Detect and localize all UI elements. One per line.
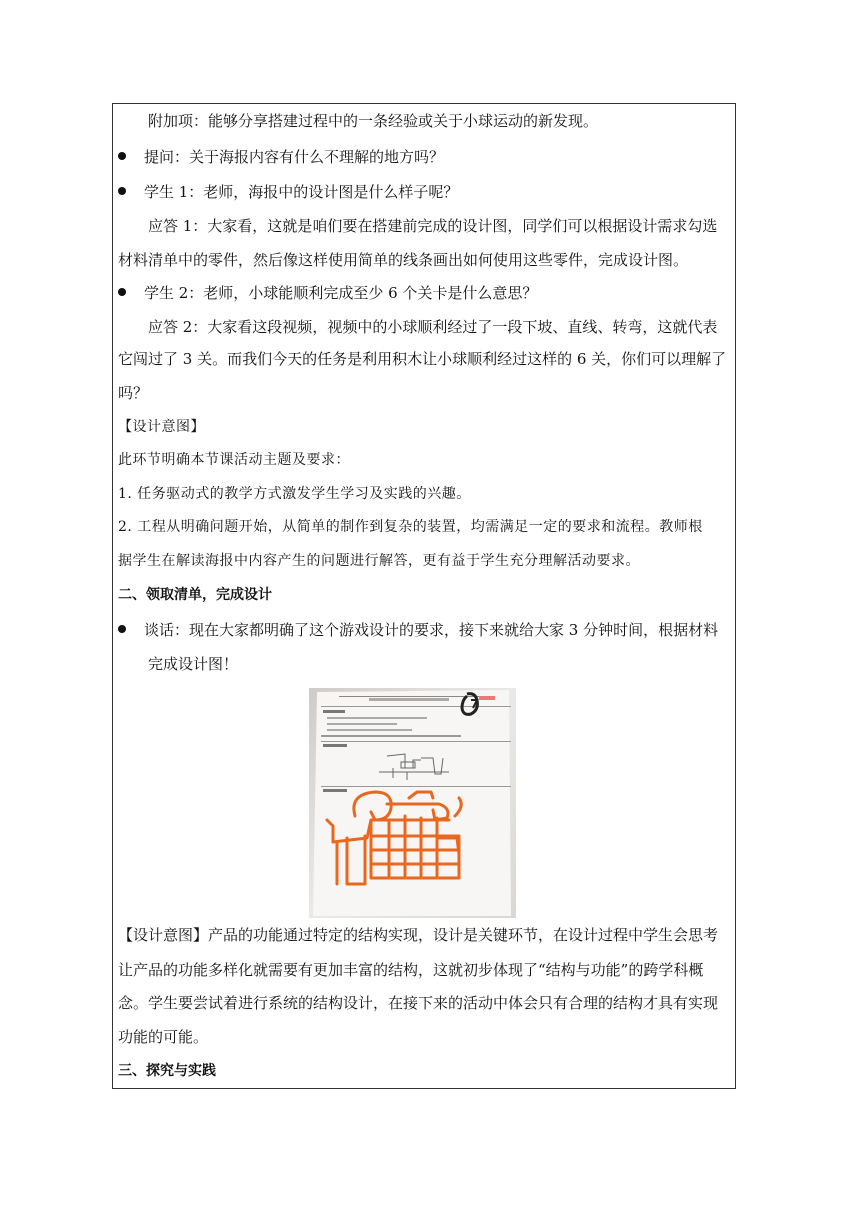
bullet-talk: 谈话：现在大家都明确了这个游戏设计的要求，接下来就给大家 3 分钟时间，根据材料 <box>118 620 718 640</box>
design-intent-item-1: 1. 任务驱动式的教学方式激发学生学习及实践的兴趣。 <box>118 486 471 502</box>
bullet-student-2: 学生 2：老师，小球能顺利完成至少 6 个关卡是什么意思？ <box>118 283 537 303</box>
talk-continuation: 完成设计图！ <box>148 655 239 673</box>
design-intent-2-line-2: 让产品的功能多样化就需要有更加丰富的结构，这就初步体现了“结构与功能”的跨学科概 <box>118 961 704 979</box>
design-intent-item-2-line-1: 2. 工程从明确问题开始，从简单的制作到复杂的装置，均需满足一定的要求和流程。教师根 <box>118 519 703 535</box>
answer-2-line-2: 它闯过了 3 关。而我们今天的任务是利用积木让小球顺利经过这样的 6 关，你们可以理解了 <box>118 350 727 368</box>
design-intent-2-line-3: 念。学生要尝试着进行系统的结构设计，在接下来的活动中体会只有合理的结构才具有实现 <box>118 994 719 1012</box>
section-heading-2: 二、领取清单，完成设计 <box>118 587 272 603</box>
design-intent-2-line-1: 【设计意图】产品的功能通过特定的结构实现，设计是关键环节，在设计过程中学生会思考 <box>118 926 719 944</box>
answer-1-line-2: 材料清单中的零件，然后像这样使用简单的线条画出如何使用这些零件，完成设计图。 <box>118 251 689 269</box>
bullet-dot-icon <box>118 288 126 296</box>
design-intent-2-line-4: 功能的可能。 <box>118 1028 209 1046</box>
bullet-question: 提问：关于海报内容有什么不理解的地方吗？ <box>118 147 444 167</box>
answer-2-line-1: 应答 2：大家看这段视频，视频中的小球顺利经过了一段下坡、直线、转弯，这就代表 <box>148 318 718 336</box>
answer-1-line-1: 应答 1：大家看，这就是咱们要在搭建前完成的设计图，同学们可以根据设计需求勾选 <box>148 217 718 235</box>
design-intent-item-2-line-2: 据学生在解读海报中内容产生的问题进行解答，更有益于学生充分理解活动要求。 <box>118 553 640 569</box>
bullet-dot-icon <box>118 187 126 195</box>
design-sheet-image <box>309 688 516 918</box>
bullet-student-1: 学生 1：老师，海报中的设计图是什么样子呢？ <box>118 182 458 202</box>
section-heading-3: 三、探究与实践 <box>118 1063 216 1079</box>
design-intent-intro: 此环节明确本节课活动主题及要求： <box>118 452 350 468</box>
design-intent-heading: 【设计意图】 <box>118 419 205 435</box>
bullet-dot-icon <box>118 625 126 633</box>
student-design-drawing-photo <box>309 688 516 918</box>
answer-2-line-3: 吗？ <box>118 384 149 402</box>
bullet-dot-icon <box>118 152 126 160</box>
paragraph-bonus-item: 附加项：能够分享搭建过程中的一条经验或关于小球运动的新发现。 <box>148 112 599 130</box>
